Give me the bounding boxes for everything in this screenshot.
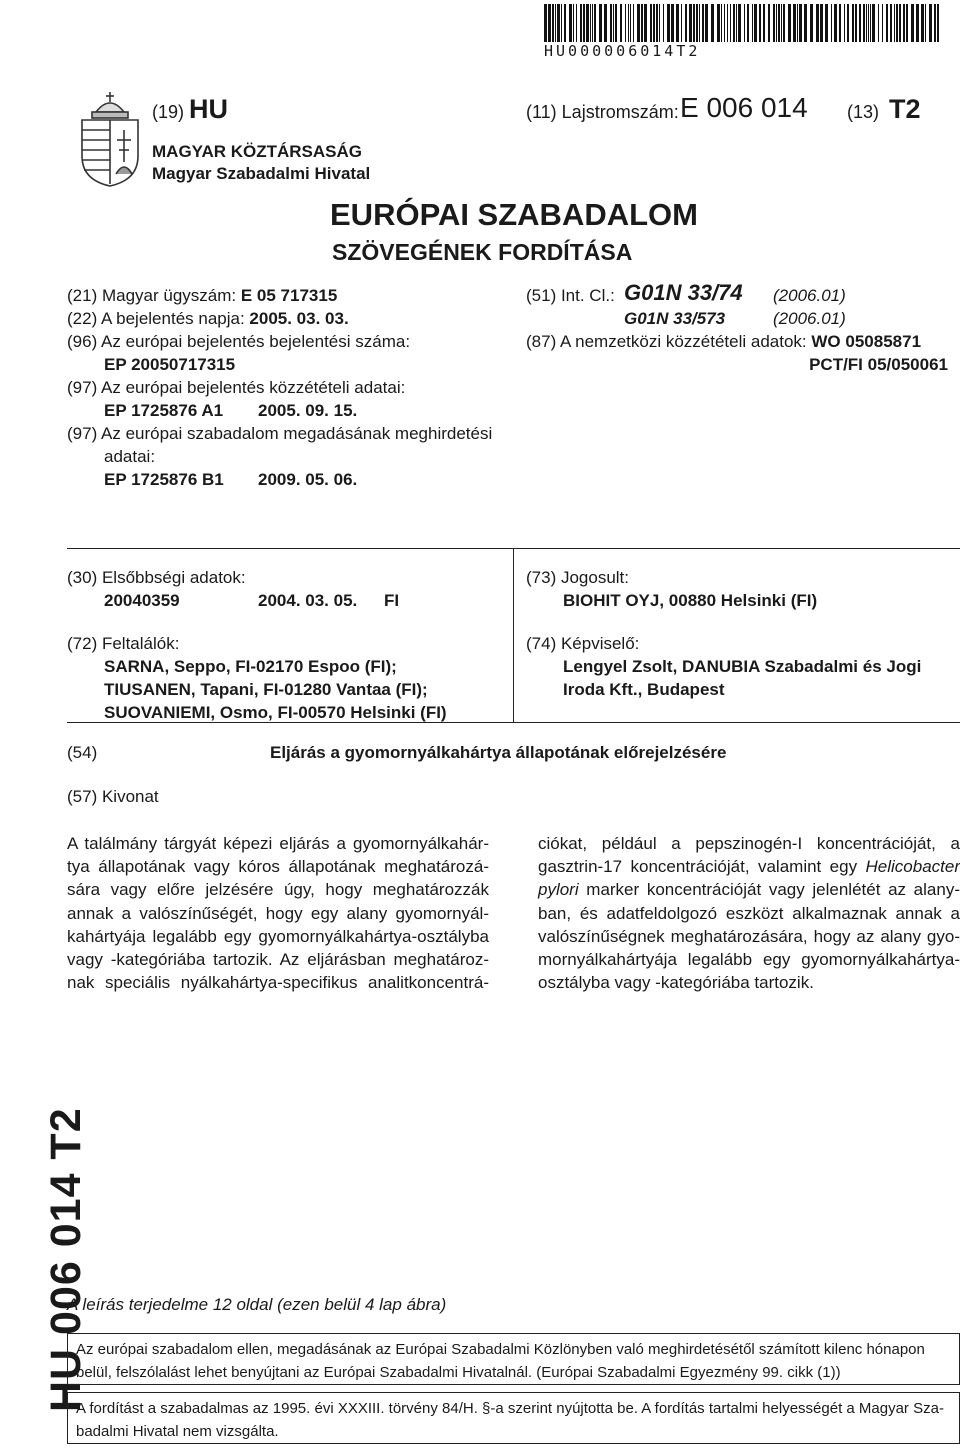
barcode-bar xyxy=(776,4,777,42)
barcode-bar xyxy=(681,4,682,42)
barcode-bar xyxy=(804,4,807,42)
barcode-bar xyxy=(925,4,926,42)
barcode-bar xyxy=(834,4,837,42)
barcode-bar xyxy=(721,4,722,42)
barcode-bar xyxy=(599,4,602,42)
barcode-bar xyxy=(650,4,652,42)
barcode-bar xyxy=(705,4,708,42)
barcode-bar xyxy=(730,4,731,42)
barcode-bar xyxy=(625,4,626,42)
barcode-bar xyxy=(633,4,634,42)
abstract-line: mornyálkahártyája legalább egy gyomornyálkahártya- xyxy=(538,948,960,971)
abstract-segment: Helicobacter xyxy=(866,857,960,876)
barcode-bar xyxy=(744,4,745,42)
barcode-bar xyxy=(797,4,798,42)
barcode-bar xyxy=(590,4,591,42)
barcode-bar xyxy=(878,4,879,42)
abstract-left-column xyxy=(67,832,489,994)
barcode-bar xyxy=(868,4,869,42)
translation-line-2: badalmi Hivatal nem vizsgálta. xyxy=(76,1420,951,1443)
inventor: TIUSANEN, Tapani, FI-01280 Vantaa (FI); xyxy=(104,678,428,701)
country-code: HU xyxy=(189,94,228,124)
field-74-label: (74) Képviselő: xyxy=(526,632,639,655)
barcode-bar xyxy=(615,4,617,42)
field-87-value-2: PCT/FI 05/050061 xyxy=(809,353,948,376)
barcode-bar xyxy=(685,4,687,42)
abstract-line: ciókat, például a pepszinogén-I koncentrációját, a xyxy=(538,832,960,855)
barcode-bar xyxy=(724,4,725,42)
abstract-segment: gasztrin-17 koncentrációját, valamint egy xyxy=(538,857,857,876)
barcode-bar xyxy=(899,4,901,42)
barcode-bar xyxy=(564,4,566,42)
barcode-bar xyxy=(759,4,761,42)
inventor: SUOVANIEMI, Osmo, FI-00570 Helsinki (FI) xyxy=(104,701,447,724)
barcode-bar xyxy=(859,4,861,42)
barcode-bar xyxy=(903,4,905,42)
invention-title: Eljárás a gyomornyálkahártya állapotának előrejelzésére xyxy=(270,741,726,764)
document-subtitle: SZÖVEGÉNEK FORDÍTÁSA xyxy=(332,238,632,266)
field-97b-date: 2009. 05. 06. xyxy=(258,468,357,491)
field-87 xyxy=(526,330,921,353)
barcode-bar xyxy=(544,4,547,42)
barcode-bar xyxy=(702,4,704,42)
barcode-bar xyxy=(604,4,607,42)
barcode-bar xyxy=(738,4,741,42)
barcode-bar xyxy=(659,4,660,42)
abstract-segment: marker koncentrációját vagy jelenlétét az alany- xyxy=(586,880,960,899)
field-97b-label-1: (97) Az európai szabadalom megadásának meghirdetési xyxy=(67,422,492,445)
barcode-bar xyxy=(569,4,572,42)
abstract-line: sára vagy előre jelzésére úgy, hogy meghatározzák xyxy=(67,878,489,901)
abstract-line: osztályba vagy -kategóriába tartozik. xyxy=(538,971,960,994)
barcode-bar xyxy=(934,4,936,42)
barcode-bar xyxy=(763,4,765,42)
barcode-bar xyxy=(773,4,775,42)
barcode-bar xyxy=(671,4,674,42)
barcode-bar xyxy=(890,4,892,42)
barcode-bar xyxy=(916,4,919,42)
opposition-line-1: Az európai szabadalom ellen, megadásának az Európai Szabadalmi Közlönyben való meghirdetésétől számított kilenc hónapon xyxy=(76,1338,951,1361)
barcode-text: HU000006014T2 xyxy=(544,42,944,60)
barcode-bar xyxy=(628,4,629,42)
barcode-bar xyxy=(799,4,802,42)
barcode-bar xyxy=(548,4,551,42)
barcode-bar xyxy=(644,4,647,42)
barcode-bar xyxy=(752,4,753,42)
field-96-value: EP 20050717315 xyxy=(104,353,235,376)
barcode-bar xyxy=(855,4,857,42)
barcode-bar xyxy=(754,4,757,42)
barcode-bar xyxy=(576,4,577,42)
abstract-line: nak speciális nyálkahártya-specifikus analitkoncentrá- xyxy=(67,971,489,994)
barcode-bar xyxy=(852,4,854,42)
barcode-bar xyxy=(781,4,782,42)
barcode-bar xyxy=(937,4,939,42)
field-21-value: E 05 717315 xyxy=(241,286,337,305)
translation-line-1: A fordítást a szabadalmas az 1995. évi XXXIII. törvény 84/H. §-a szerint nyújtotta be. A fordítás tartalmi helyességét a Magyar Sza- xyxy=(76,1397,951,1420)
barcode-bar xyxy=(586,4,589,42)
barcode-bar xyxy=(894,4,895,42)
field-97a-number: EP 1725876 A1 xyxy=(104,399,223,422)
abstract-line xyxy=(538,855,960,878)
abstract-line: A találmány tárgyát képezi eljárás a gyomornyálkahár- xyxy=(67,832,489,855)
abstract-line: annak a valószínűségét, hogy egy alany gyomornyál- xyxy=(67,902,489,925)
field-97a-date: 2005. 09. 15. xyxy=(258,399,357,422)
barcode-bar xyxy=(592,4,593,42)
field-21 xyxy=(67,284,337,307)
barcode-bar xyxy=(699,4,700,42)
field-30-number: 20040359 xyxy=(104,589,180,612)
barcode-bar xyxy=(839,4,841,42)
barcode-bar xyxy=(778,4,780,42)
field-57-label: (57) Kivonat xyxy=(67,785,159,808)
barcode-bar xyxy=(816,4,819,42)
barcode-bar xyxy=(783,4,785,42)
field-97b-number: EP 1725876 B1 xyxy=(104,468,224,491)
office-name: Magyar Szabadalmi Hivatal xyxy=(152,162,370,185)
barcode-bar xyxy=(594,4,596,42)
field-73-label: (73) Jogosult: xyxy=(526,566,629,589)
barcode-bar xyxy=(886,4,888,42)
abstract-line xyxy=(538,878,960,901)
barcode-bar xyxy=(561,4,562,42)
barcode-bar xyxy=(793,4,796,42)
barcode-bar xyxy=(747,4,749,42)
barcode-bar xyxy=(555,4,556,42)
barcode-bar xyxy=(825,4,828,42)
abstract-segment: pylori xyxy=(538,880,579,899)
inventor: SARNA, Seppo, FI-02170 Espoo (FI); xyxy=(104,655,397,678)
abstract-line: kahártyája legalább egy gyomornyálkahártya-osztályba xyxy=(67,925,489,948)
barcode-bar xyxy=(580,4,582,42)
field-22-label: (22) A bejelentés napja: xyxy=(67,309,245,328)
barcode xyxy=(544,4,944,42)
barcode-bar xyxy=(693,4,695,42)
barcode-bar xyxy=(882,4,883,42)
barcode-bar xyxy=(810,4,813,42)
field-22 xyxy=(67,307,349,330)
barcode-bar xyxy=(583,4,585,42)
barcode-bar xyxy=(637,4,640,42)
barcode-bar xyxy=(663,4,664,42)
abstract-line: valószínűségnek meghatározására, hogy az alany gyo- xyxy=(538,925,960,948)
field-97a-label: (97) Az európai bejelentés közzétételi adatai: xyxy=(67,376,405,399)
barcode-bar xyxy=(613,4,614,42)
org-name: MAGYAR KÖZTÁRSASÁG xyxy=(152,140,362,163)
ipc-code-2: G01N 33/573 xyxy=(624,307,725,330)
barcode-bar xyxy=(717,4,720,42)
barcode-bar xyxy=(711,4,714,42)
document-title: EURÓPAI SZABADALOM xyxy=(330,197,698,233)
barcode-bar xyxy=(689,4,692,42)
barcode-bar xyxy=(844,4,845,42)
registration-label: (11) Lajstromszám: xyxy=(526,101,679,124)
extent-note: A leírás terjedelme 12 oldal (ezen belül 4 lap ábra) xyxy=(67,1293,446,1316)
field-30-date: 2004. 03. 05. xyxy=(258,589,357,612)
country-code-label: (19) xyxy=(152,101,184,124)
barcode-bar xyxy=(736,4,737,42)
abstract-line: vagy -kategóriába tartozik. Az eljárásban meghatároz- xyxy=(67,948,489,971)
barcode-bar xyxy=(653,4,655,42)
barcode-bar xyxy=(896,4,898,42)
ipc-code-1: G01N 33/74 xyxy=(624,279,743,307)
barcode-bar xyxy=(921,4,924,42)
barcode-bar xyxy=(641,4,643,42)
barcode-bar xyxy=(630,4,631,42)
registration-number: E 006 014 xyxy=(680,93,808,123)
barcode-bar xyxy=(788,4,791,42)
field-74-value-2: Iroda Kft., Budapest xyxy=(563,678,725,701)
barcode-bar xyxy=(667,4,670,42)
opposition-line-2: belül, felszólalást lehet benyújtani az Európai Szabadalmi Hivatalnál. (Európai Szabadalmi Egyezmény 99. cikk (1)) xyxy=(76,1361,951,1384)
barcode-bar xyxy=(610,4,612,42)
abstract-right-column xyxy=(538,832,960,994)
field-21-label: (21) Magyar ügyszám: xyxy=(67,286,236,305)
field-22-value: 2005. 03. 03. xyxy=(249,309,348,328)
column-divider xyxy=(513,548,514,722)
field-73-value: BIOHIT OYJ, 00880 Helsinki (FI) xyxy=(563,589,817,612)
barcode-bar xyxy=(656,4,658,42)
barcode-bar xyxy=(620,4,622,42)
barcode-bar xyxy=(866,4,867,42)
coat-of-arms-icon xyxy=(76,90,144,188)
barcode-bar xyxy=(820,4,823,42)
barcode-bar xyxy=(733,4,735,42)
barcode-bar xyxy=(831,4,832,42)
barcode-bar xyxy=(906,4,908,42)
barcode-bar xyxy=(676,4,679,42)
field-30-country: FI xyxy=(384,589,399,612)
barcode-bar xyxy=(911,4,914,42)
ipc-version-2: (2006.01) xyxy=(773,307,846,330)
field-96-label: (96) Az európai bejelentés bejelentési száma: xyxy=(67,330,410,353)
ipc-version-1: (2006.01) xyxy=(773,284,846,307)
field-87-value-1: WO 05085871 xyxy=(811,332,921,351)
opposition-notice-box xyxy=(67,1333,960,1385)
abstract-line: ban, és adatfeldolgozó eszközt alkalmaznak annak a xyxy=(538,902,960,925)
field-72-label: (72) Feltalálók: xyxy=(67,632,179,655)
barcode-bar xyxy=(696,4,698,42)
field-74-value-1: Lengyel Zsolt, DANUBIA Szabadalmi és Jogi xyxy=(563,655,921,678)
barcode-bar xyxy=(870,4,871,42)
barcode-bar xyxy=(863,4,865,42)
barcode-bar xyxy=(727,4,728,42)
vertical-code-text: HU 006 014 T2 xyxy=(42,1107,91,1412)
barcode-bar xyxy=(929,4,932,42)
barcode-bar xyxy=(768,4,770,42)
field-51-label: (51) Int. Cl.: xyxy=(526,284,615,307)
kind-label: (13) xyxy=(847,101,879,124)
field-87-label: (87) A nemzetközi közzétételi adatok: xyxy=(526,332,807,351)
field-30-label: (30) Elsőbbségi adatok: xyxy=(67,566,246,589)
vertical-document-code xyxy=(0,1150,46,1450)
abstract-line: tya állapotának vagy kóros állapotának meghatározá- xyxy=(67,855,489,878)
barcode-bar xyxy=(847,4,849,42)
barcode-bar xyxy=(872,4,875,42)
barcode-bar xyxy=(573,4,574,42)
barcode-bar xyxy=(557,4,560,42)
barcode-bar xyxy=(552,4,554,42)
translation-notice-box xyxy=(67,1392,960,1444)
field-54-label: (54) xyxy=(67,741,97,764)
field-97b-label-2: adatai: xyxy=(104,445,155,468)
kind-code: T2 xyxy=(889,94,921,124)
